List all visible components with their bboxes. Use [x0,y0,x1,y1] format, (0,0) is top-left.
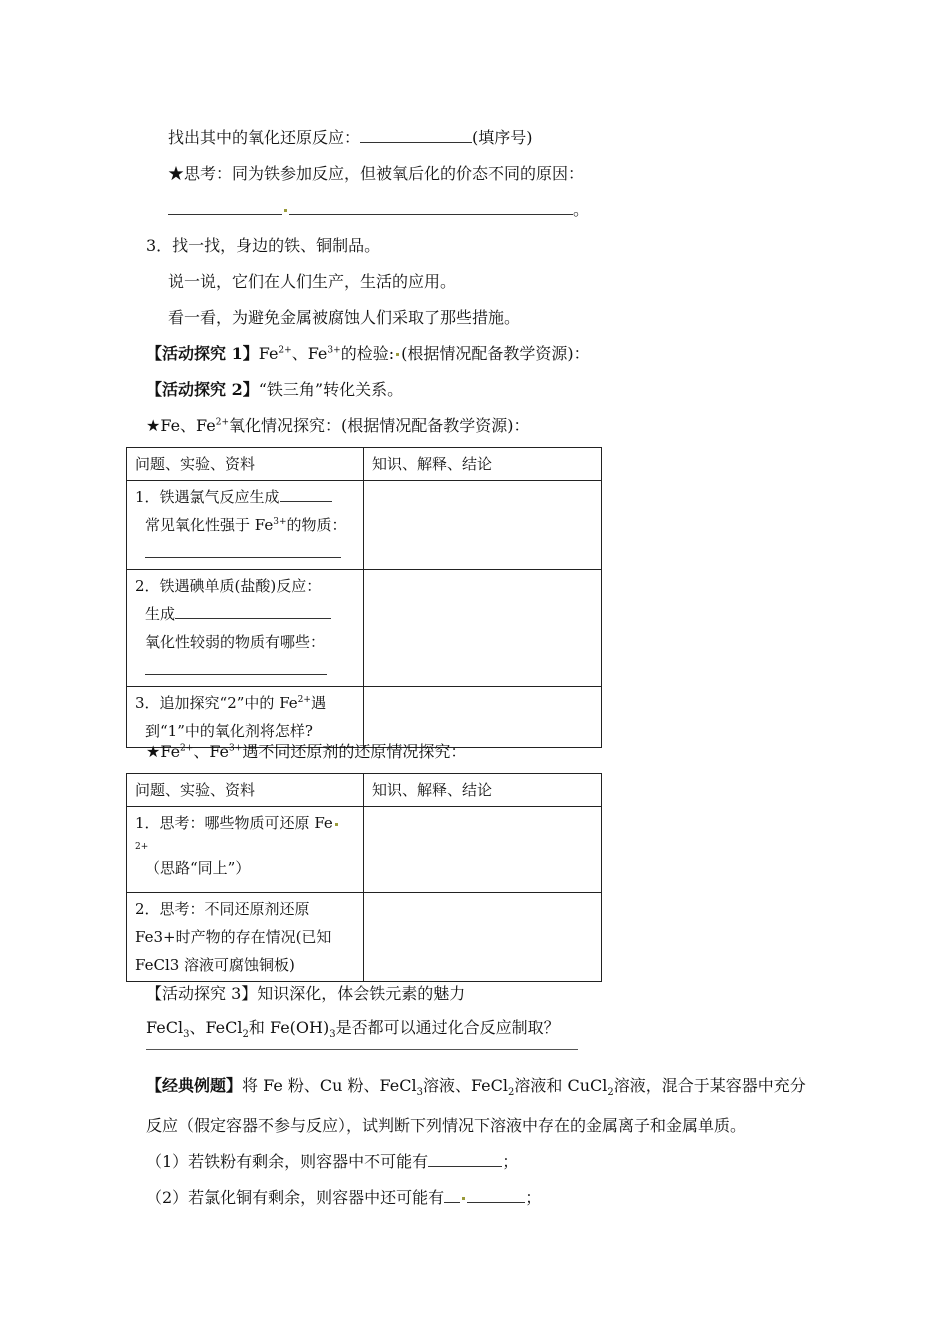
table-header-row [127,774,602,807]
charge-sup: 2+ [135,842,149,852]
table-cell [127,807,364,893]
star2-line [146,742,466,762]
item3-title-text: 3．找一找，身边的铁、铜制品。 [146,236,381,255]
example-q1 [146,1152,518,1172]
table-answer-cell [364,570,602,687]
table-header-cell: 知识、解释、结论 [364,448,602,481]
formula-text: FeCl [146,1018,184,1037]
cell-text: 1．思考：哪些物质可还原 Fe [135,814,333,832]
question-text: （1）若铁粉有剩余，则容器中不可能有 [146,1152,429,1171]
answer-blank [428,1152,502,1167]
formula-text: 和 Fe(OH) [248,1018,330,1037]
table-cell [127,893,364,982]
charge-sup: 2+ [215,417,230,428]
answer-blank [444,1188,460,1203]
think-answer-line [168,200,589,220]
activity1-note: (根据情况配备教学资源)： [401,344,590,363]
table-row [127,570,602,687]
star2-text: 遇不同还原剂的还原情况探究： [242,742,467,761]
activity2-text: “铁三角”转化关系。 [258,380,404,399]
find-redox-line [168,128,533,148]
table-cell [127,481,364,570]
table-header-cell: 问题、实验、资料 [127,448,364,481]
cell-text: 常见氧化性强于 Fe [145,516,274,534]
cell-text: 的物质： [286,516,347,534]
answer-line [146,1049,578,1050]
subscript: 3 [329,1029,336,1041]
table-header-cell: 知识、解释、结论 [364,774,602,807]
fe-text: 、Fe [291,344,328,363]
example-text: 将 Fe 粉、Cu 粉、FeCl [242,1076,417,1095]
cell-text: 到“1”中的氧化剂将怎样? [145,722,313,740]
activity3-text: 知识深化，体会铁元素的魅力 [257,984,466,1003]
charge-sup: 2+ [180,743,194,754]
table-row [127,481,602,570]
activity1-line [146,344,590,364]
activity2-label: 【活动探究 2】 [146,380,259,399]
example-q2 [146,1188,541,1208]
example-text: 溶液、FeCl [422,1076,509,1095]
cell-text: 3．追加探究“2”中的 Fe [135,694,298,712]
answer-blank [145,660,327,675]
example-text: 溶液，混合于某容器中充分 [613,1076,806,1095]
answer-blank [360,128,472,143]
charge-sup: 3+ [327,345,341,356]
table-answer-cell [364,481,602,570]
think-line [168,164,584,184]
semicolon: ； [525,1188,542,1207]
subscript: 3 [416,1087,423,1099]
mark-dot [462,1197,465,1200]
answer-blank [289,200,573,215]
cell-text: 氧化性较弱的物质有哪些： [145,633,326,651]
oxidation-table [126,447,602,748]
item3-title [146,236,380,256]
table-answer-cell [364,687,602,748]
item3-say-text: 说一说，它们在人们生产，生活的应用。 [168,272,457,291]
charge-sup: 2+ [278,345,292,356]
table-cell [127,687,364,748]
example-text: 溶液和 CuCl [514,1076,608,1095]
activity1-test: 的检验: [340,344,395,363]
cell-text: 遇 [310,694,326,712]
find-redox-text: 找出其中的氧化还原反应： [168,128,361,147]
cell-text: Fe3+时产物的存在情况(已知 [135,928,332,946]
fe-text: Fe [258,344,279,363]
answer-blank [168,200,282,215]
subscript: 2 [242,1029,249,1041]
cell-text: 2．铁遇碘单质(盐酸)反应： [135,577,322,595]
charge-sup: 3+ [273,517,287,527]
reduction-table [126,773,602,982]
question-text: 是否都可以通过化合反应制取？ [335,1018,560,1037]
semicolon: ； [502,1152,519,1171]
mark-dot [284,209,287,212]
example-line1 [146,1076,806,1099]
table-answer-cell [364,893,602,982]
cell-text: 2．思考：不同还原剂还原 [135,900,310,918]
period: 。 [573,200,590,219]
star1-line [146,416,530,436]
mark-dot [335,823,338,826]
charge-sup: 3+ [229,743,243,754]
table-row [127,687,602,748]
table-cell [127,570,364,687]
mark-dot [396,353,399,356]
cell-text: （思路“同上”） [145,859,251,877]
cell-text: 1．铁遇氯气反应生成 [135,488,280,506]
table-row [127,807,602,893]
cell-text: FeCl3 溶液可腐蚀铜板) [135,956,295,974]
subscript: 3 [183,1029,190,1041]
item3-look-text: 看一看，为避免金属被腐蚀人们采取了那些措施。 [168,308,521,327]
example-line2 [146,1116,746,1136]
answer-blank [467,1188,525,1203]
star2-text: 、Fe [193,742,230,761]
question-text: （2）若氯化铜有剩余，则容器中还可能有 [146,1188,445,1207]
table-answer-cell [364,807,602,893]
table-row [127,893,602,982]
find-redox-tail: (填序号) [472,128,533,147]
answer-blank [175,604,331,619]
think-text: ★思考：同为铁参加反应，但被氧后化的价态不同的原因： [168,164,585,183]
formula-text: 、FeCl [189,1018,243,1037]
item3-look [168,308,520,328]
subscript: 2 [508,1087,515,1099]
subscript: 2 [607,1087,614,1099]
star1-text: 氧化情况探究：(根据情况配备教学资源)： [229,416,530,435]
activity3-label: 【活动探究 3】 [146,984,258,1003]
table-header-row [127,448,602,481]
answer-blank [145,543,341,558]
charge-sup: 2+ [297,695,311,705]
activity3-line [146,984,465,1004]
answer-blank [280,487,332,502]
example-text: 反应（假定容器不参与反应），试判断下列情况下溶液中存在的金属离子和金属单质。 [146,1116,747,1135]
activity2-line [146,380,403,400]
activity1-label: 【活动探究 1】 [146,344,259,363]
activity3-question [146,1018,560,1041]
star2-text: ★Fe [146,742,181,761]
star1-text: ★Fe、Fe [146,416,216,435]
cell-text: 生成 [145,605,176,623]
table-header-cell: 问题、实验、资料 [127,774,364,807]
example-label: 【经典例题】 [146,1076,243,1095]
item3-say [168,272,456,292]
